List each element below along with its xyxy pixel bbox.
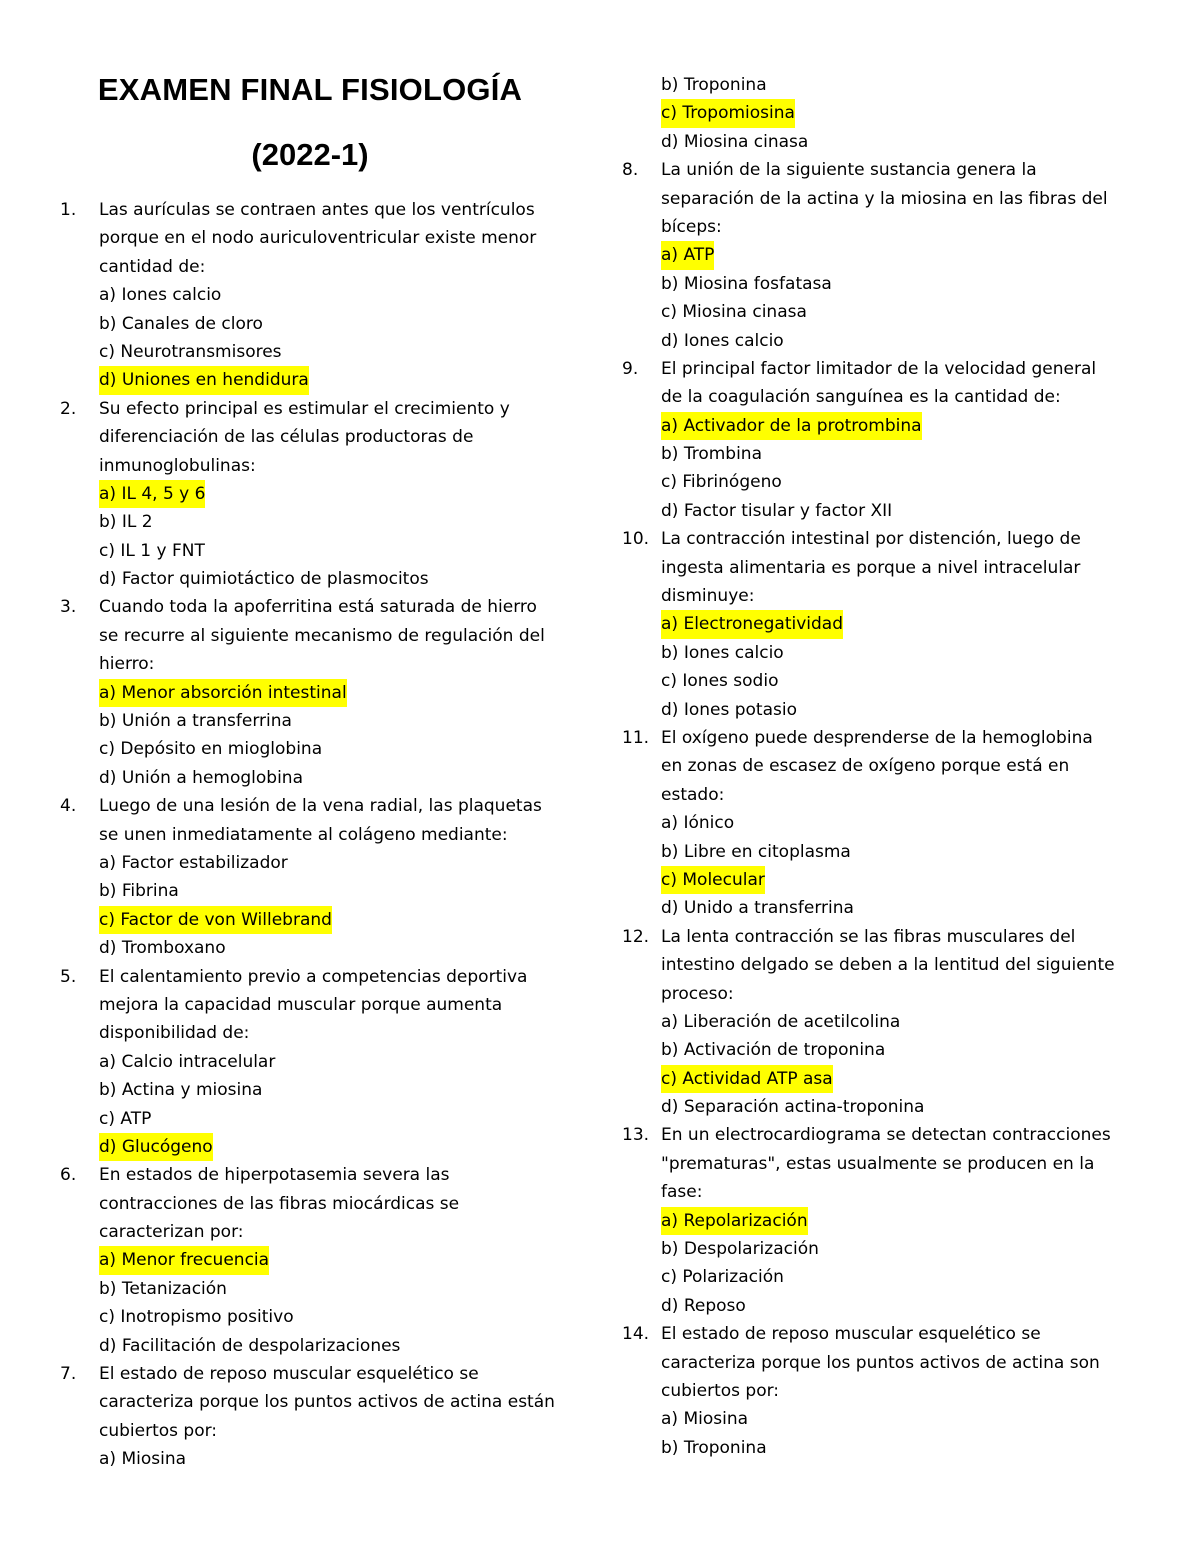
option-text: a) Iones calcio (99, 285, 222, 306)
question-text: Cuando toda la apoferritina está saturada de hierro (99, 597, 537, 618)
question-text: caracteriza porque los puntos activos de actina son (661, 1352, 1100, 1373)
option-text: c) IL 1 y FNT (99, 540, 205, 561)
option-text: b) Unión a transferrina (99, 711, 292, 732)
question-number: 13. (622, 1125, 650, 1146)
question-text: En estados de hiperpotasemia severa las (99, 1165, 450, 1186)
option-text: d) Facilitación de despolarizaciones (99, 1335, 401, 1356)
question-text: contracciones de las fibras miocárdicas se (99, 1193, 460, 1214)
option-text: d) Factor tisular y factor XII (661, 500, 893, 521)
option-text: b) Actina y miosina (99, 1080, 263, 1101)
option-text: b) Fibrina (99, 881, 179, 902)
question-text: Las aurículas se contraen antes que los ventrículos (99, 200, 535, 220)
question-text: caracterizan por: (99, 1222, 244, 1243)
question-text: se unen inmediatamente al colágeno mediante: (99, 824, 508, 845)
question-text: Luego de una lesión de la vena radial, las plaquetas (99, 796, 542, 817)
option-text: a) Liberación de acetilcolina (661, 1011, 901, 1032)
question-number: 12. (622, 926, 650, 947)
question-number: 6. (60, 1165, 77, 1186)
question-text: disponibilidad de: (99, 1023, 250, 1044)
highlighted-answer-text: a) Activador de la protrombina (661, 412, 922, 440)
highlighted-answer-text: a) Repolarización (661, 1207, 808, 1235)
option-text: d) Tromboxano (99, 938, 226, 959)
page-title: EXAMEN FINAL FISIOLOGÍA (97, 72, 523, 107)
option-text: a) Miosina (99, 1449, 187, 1470)
option-text: b) Trombina (661, 444, 762, 465)
option-text: d) Unión a hemoglobina (99, 767, 303, 788)
question-number: 7. (60, 1364, 77, 1385)
highlighted-answer-text: a) Menor absorción intestinal (99, 679, 347, 707)
question-text: El calentamiento previo a competencias deportiva (99, 966, 528, 987)
question-number: 5. (60, 966, 77, 987)
option-text: b) Miosina fosfatasa (661, 273, 832, 294)
question-number: 3. (60, 597, 77, 618)
option-text: a) Calcio intracelular (99, 1051, 276, 1072)
question-text: proceso: (661, 983, 734, 1004)
question-text: separación de la actina y la miosina en las fibras del (661, 188, 1108, 209)
question-text: fase: (661, 1182, 703, 1203)
option-text: b) Activación de troponina (661, 1040, 886, 1061)
highlighted-answer-text: c) Tropomiosina (661, 99, 795, 127)
highlighted-answer-text: a) Electronegatividad (661, 610, 843, 638)
option-text: b) Troponina (661, 1437, 767, 1458)
option-text: d) Iones calcio (661, 330, 784, 351)
option-text: b) Iones calcio (661, 642, 784, 663)
question-text: El principal factor limitador de la velocidad general (661, 358, 1097, 379)
question-text: El estado de reposo muscular esquelético se (99, 1364, 479, 1385)
option-text: b) Tetanización (99, 1278, 227, 1299)
option-text: a) Miosina (661, 1409, 749, 1430)
option-text: c) Neurotransmisores (99, 341, 282, 362)
option-text: d) Reposo (661, 1295, 746, 1316)
option-text: d) Separación actina-troponina (661, 1097, 925, 1118)
question-number: 2. (60, 398, 77, 419)
question-text: La unión de la siguiente sustancia genera la (661, 160, 1037, 181)
option-text: c) ATP (99, 1108, 152, 1129)
option-text: d) Factor quimiotáctico de plasmocitos (99, 569, 429, 590)
question-text: de la coagulación sanguínea es la cantidad de: (661, 387, 1061, 408)
highlighted-answer-text: c) Actividad ATP asa (661, 1065, 833, 1093)
question-text: Su efecto principal es estimular el crecimiento y (99, 398, 510, 419)
question-text: El estado de reposo muscular esquelético se (661, 1324, 1041, 1345)
option-text: d) Miosina cinasa (661, 131, 809, 152)
option-text: b) Canales de cloro (99, 313, 263, 334)
question-text: cubiertos por: (99, 1420, 218, 1441)
option-text: c) Inotropismo positivo (99, 1307, 294, 1328)
option-text: a) Iónico (661, 813, 735, 834)
question-text: mejora la capacidad muscular porque aumenta (99, 994, 503, 1015)
question-text: hierro: (99, 654, 155, 675)
question-text: "prematuras", estas usualmente se producen en la (661, 1153, 1095, 1174)
option-text: c) Depósito en mioglobina (99, 739, 323, 760)
question-text: estado: (661, 784, 725, 805)
option-text: d) Unido a transferrina (661, 898, 854, 919)
option-text: b) IL 2 (99, 512, 153, 533)
question-number: 1. (60, 200, 77, 220)
option-text: b) Troponina (661, 75, 767, 95)
question-number: 8. (622, 160, 639, 181)
option-text: b) Libre en citoplasma (661, 841, 851, 862)
question-number: 14. (622, 1324, 650, 1345)
option-text: b) Despolarización (661, 1239, 819, 1260)
question-number: 10. (622, 529, 650, 550)
question-text: La lenta contracción se las fibras musculares del (661, 926, 1076, 947)
question-text: En un electrocardiograma se detectan contracciones (661, 1125, 1111, 1146)
question-text: se recurre al siguiente mecanismo de regulación del (99, 625, 545, 646)
exam-period: (2022-1) (251, 137, 369, 172)
question-number: 11. (622, 727, 650, 748)
highlighted-answer-text: c) Factor de von Willebrand (99, 906, 332, 934)
question-text: en zonas de escasez de oxígeno porque está en (661, 756, 1070, 777)
question-text: porque en el nodo auriculoventricular existe menor (99, 228, 537, 249)
question-text: intestino delgado se deben a la lentitud del siguiente (661, 955, 1115, 976)
question-text: cantidad de: (99, 256, 206, 277)
question-text: ingesta alimentaria es porque a nivel intracelular (661, 557, 1081, 578)
question-text: inmunoglobulinas: (99, 455, 256, 476)
question-number: 4. (60, 796, 77, 817)
question-text: caracteriza porque los puntos activos de actina están (99, 1392, 555, 1413)
highlighted-answer-text: a) ATP (661, 241, 714, 269)
question-text: bíceps: (661, 216, 722, 237)
highlighted-answer-text: a) Menor frecuencia (99, 1246, 269, 1274)
option-text: c) Miosina cinasa (661, 302, 807, 323)
question-text: cubiertos por: (661, 1380, 780, 1401)
question-text: disminuye: (661, 586, 755, 607)
highlighted-answer-text: d) Uniones en hendidura (99, 366, 309, 394)
question-text: La contracción intestinal por distención, luego de (661, 529, 1081, 550)
highlighted-answer-text: c) Molecular (661, 866, 765, 894)
option-text: d) Iones potasio (661, 699, 797, 720)
question-number: 9. (622, 358, 639, 379)
option-text: a) Factor estabilizador (99, 852, 288, 873)
highlighted-answer-text: d) Glucógeno (99, 1133, 213, 1161)
question-text: diferenciación de las células productoras de (99, 427, 474, 448)
highlighted-answer-text: a) IL 4, 5 y 6 (99, 480, 205, 508)
question-text: El oxígeno puede desprenderse de la hemoglobina (661, 727, 1093, 748)
option-text: c) Iones sodio (661, 671, 779, 692)
option-text: c) Polarización (661, 1267, 784, 1288)
option-text: c) Fibrinógeno (661, 472, 782, 493)
